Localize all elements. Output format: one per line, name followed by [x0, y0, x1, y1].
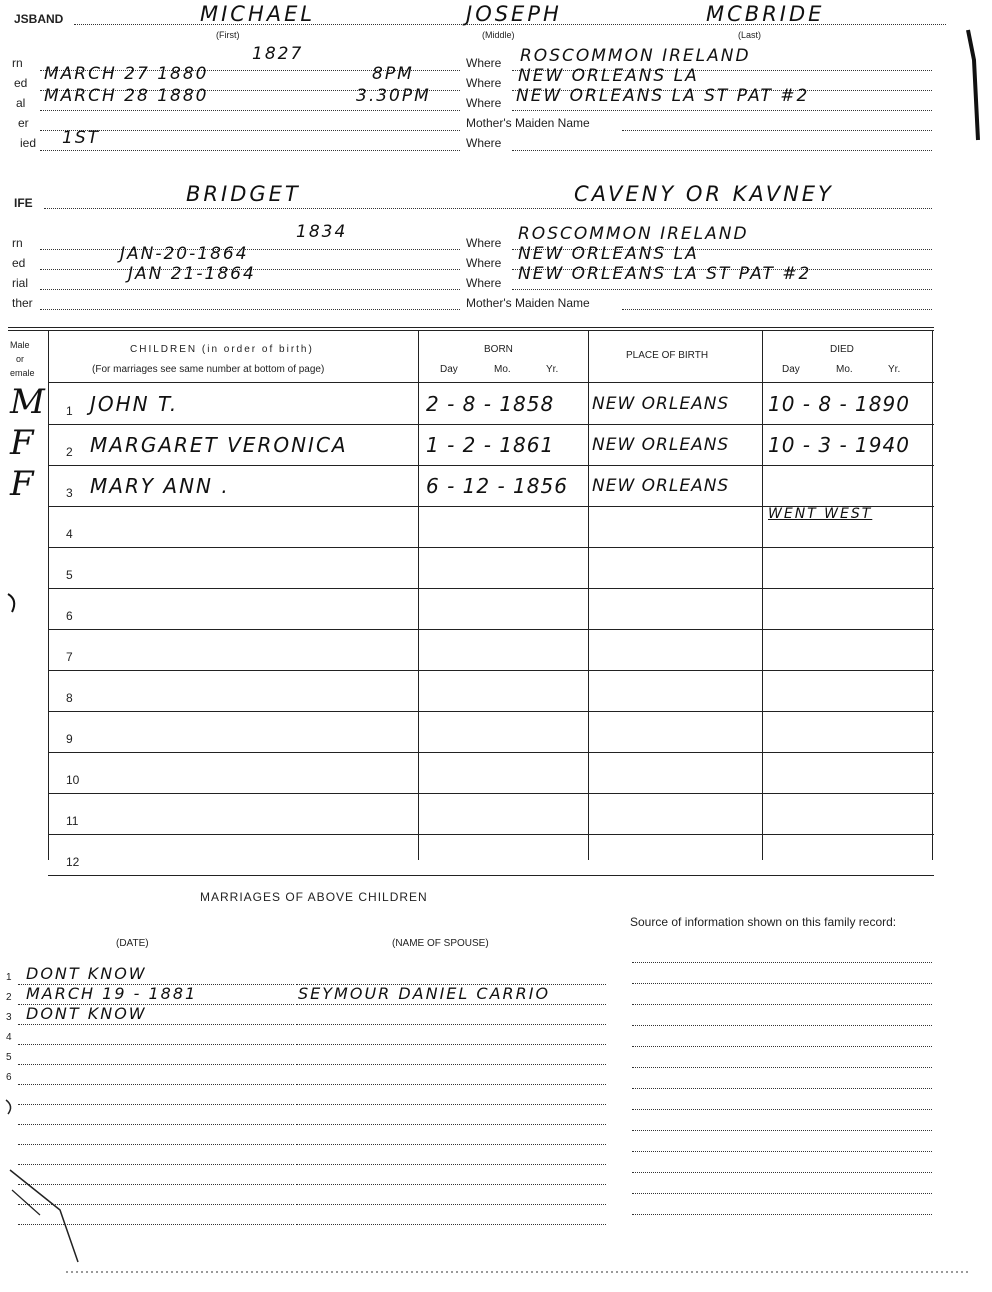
marriage-spouse-header: (NAME OF SPOUSE): [392, 938, 489, 949]
died-yr-header: Yr.: [888, 364, 901, 375]
wife-mother-maiden-label: Mother's Maiden Name: [466, 296, 590, 310]
wife-born-where: ROSCOMMON IRELAND: [518, 224, 749, 244]
child-sex: M: [10, 382, 45, 422]
child-number: 8: [66, 691, 73, 705]
children-note: (For marriages see same number at bottom of page): [92, 364, 325, 375]
child-born: 2 - 8 - 1858: [426, 392, 555, 416]
child-born: 1 - 2 - 1861: [426, 433, 555, 457]
husband-burial-date: MARCH 28 1880: [44, 86, 209, 106]
husband-last-name: MCBRIDE: [706, 2, 825, 26]
child-number: 10: [66, 773, 80, 787]
child-died: 10 - 3 - 1940: [768, 433, 910, 457]
husband-born-where-label: Where: [466, 56, 502, 70]
husband-first-name: MICHAEL: [200, 2, 316, 26]
marriage-number: 5: [6, 1052, 12, 1063]
middle-caption: (Middle): [482, 30, 515, 40]
born-yr-header: Yr.: [546, 364, 559, 375]
place-header: PLACE OF BIRTH: [626, 350, 709, 361]
sex-header-line3: emale: [10, 368, 35, 378]
husband-middle-name: JOSEPH: [466, 2, 562, 26]
wife-last-name: CAVENY OR KAVNEY: [574, 182, 834, 206]
husband-born-label: rn: [12, 56, 23, 70]
born-mo-header: Mo.: [494, 364, 511, 375]
child-number: 9: [66, 732, 73, 746]
first-caption: (First): [216, 30, 240, 40]
husband-married-date: MARCH 27 1880: [44, 64, 209, 84]
child-name: MARGARET VERONICA: [90, 433, 348, 457]
child-place: NEW ORLEANS: [592, 476, 730, 496]
wife-father-label: ther: [12, 296, 33, 310]
husband-other-wives-label: ied: [20, 136, 37, 150]
marriage-number: 1: [6, 972, 12, 983]
marriage-number: 4: [6, 1032, 12, 1043]
husband-burial-label: al: [16, 96, 26, 110]
wife-died-where: NEW ORLEANS LA: [518, 244, 699, 264]
wife-label: IFE: [14, 196, 33, 210]
marriage-date: MARCH 19 - 1881: [26, 984, 198, 1003]
husband-married-time: 8PM: [372, 64, 414, 84]
died-header: DIED: [830, 344, 854, 355]
child-born: 6 - 12 - 1856: [426, 474, 568, 498]
child-place: NEW ORLEANS: [592, 435, 730, 455]
wife-first-name: BRIDGET: [186, 182, 301, 206]
child-number: 11: [66, 814, 79, 828]
marriages-title: MARRIAGES OF ABOVE CHILDREN: [200, 890, 428, 904]
wife-born-date: 1834: [296, 222, 348, 242]
wife-born-label: rn: [12, 236, 23, 250]
children-header: CHILDREN (in order of birth): [130, 344, 314, 355]
last-caption: (Last): [738, 30, 762, 40]
child-number: 3: [66, 486, 73, 500]
husband-label: JSBAND: [14, 12, 64, 26]
child-number: 12: [66, 855, 80, 869]
wife-born-where-label: Where: [466, 236, 502, 250]
wife-died-where-label: Where: [466, 256, 502, 270]
born-header: BORN: [484, 344, 513, 355]
child-died: 10 - 8 - 1890: [768, 392, 910, 416]
marriage-date: DONT KNOW: [26, 1004, 147, 1023]
child-number: 7: [66, 650, 73, 664]
husband-born-date: 1827: [252, 44, 304, 64]
child-number: 4: [66, 527, 73, 541]
child-sex: F: [10, 423, 34, 463]
wife-died-date: JAN-20-1864: [120, 244, 249, 264]
husband-other-where-label: Where: [466, 136, 502, 150]
wife-died-label: ed: [12, 256, 26, 270]
child-number: 5: [66, 568, 73, 582]
marriage-date-header: (DATE): [116, 938, 149, 949]
died-mo-header: Mo.: [836, 364, 853, 375]
marriage-date: DONT KNOW: [26, 964, 147, 983]
child-name: JOHN T.: [90, 392, 179, 416]
child-name: MARY ANN .: [90, 474, 230, 498]
child-place: NEW ORLEANS: [592, 394, 730, 414]
born-day-header: Day: [440, 364, 458, 375]
child-sex: F: [10, 464, 34, 504]
husband-burial-where: NEW ORLEANS LA ST PAT #2: [516, 86, 810, 106]
husband-burial-where-label: Where: [466, 96, 502, 110]
marriage-spouse: SEYMOUR DANIEL CARRIO: [298, 984, 551, 1003]
child-number: 1: [66, 404, 73, 418]
sex-header-line2: or: [16, 354, 25, 364]
source-label: Source of information shown on this family record:: [630, 915, 897, 929]
husband-married-label: ed: [14, 76, 28, 90]
husband-born-where: ROSCOMMON IRELAND: [520, 46, 751, 66]
wife-burial-where-label: Where: [466, 276, 502, 290]
husband-married-where-label: Where: [466, 76, 502, 90]
husband-other-wives-value: 1ST: [62, 128, 100, 148]
marriage-number: 2: [6, 992, 12, 1003]
marriage-number: 3: [6, 1012, 12, 1023]
wife-burial-date: JAN 21-1864: [128, 264, 256, 284]
sex-header-line1: Male: [10, 340, 30, 350]
husband-father-label: er: [18, 116, 29, 130]
husband-burial-time: 3.30PM: [356, 86, 431, 106]
wife-burial-label: rial: [12, 276, 29, 290]
child-number: 2: [66, 445, 73, 459]
marriage-number: 6: [6, 1072, 12, 1083]
child-number: 6: [66, 609, 73, 623]
wife-burial-where: NEW ORLEANS LA ST PAT #2: [518, 264, 812, 284]
child-died: WENT WEST: [768, 506, 873, 522]
husband-mother-maiden-label: Mother's Maiden Name: [466, 116, 590, 130]
died-day-header: Day: [782, 364, 800, 375]
husband-married-where: NEW ORLEANS LA: [518, 66, 699, 86]
